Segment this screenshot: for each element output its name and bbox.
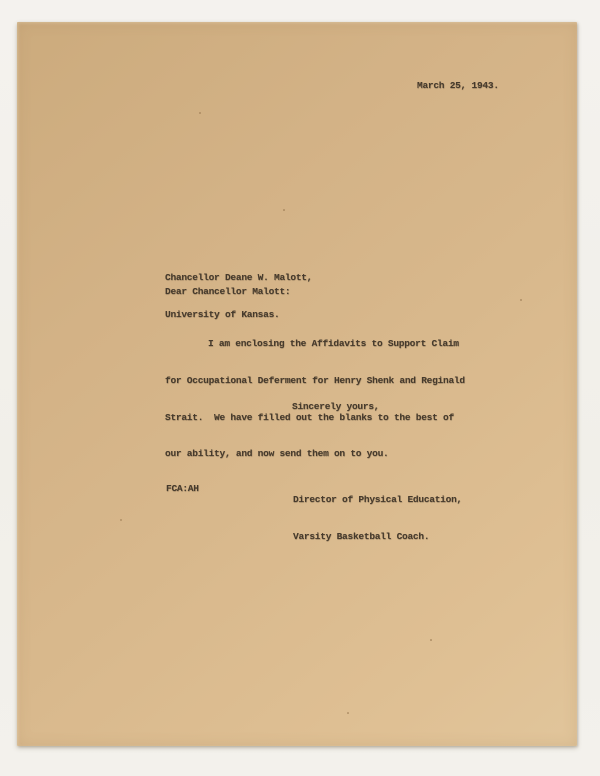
body-line: Strait. We have filled out the blanks to the best of	[165, 411, 454, 423]
paper-speck	[120, 519, 122, 521]
paper-speck	[430, 639, 432, 641]
paper-speck	[347, 712, 349, 714]
paper-speck	[199, 112, 201, 114]
paper-speck	[283, 209, 285, 211]
signature-title-line: Varsity Basketball Coach.	[293, 531, 430, 543]
recipient-line-name: Chancellor Deane W. Malott,	[165, 272, 313, 284]
body-line: our ability, and now send them on to you.	[165, 448, 389, 460]
closing-line: Sincerely yours,	[292, 401, 380, 412]
body-line: I am enclosing the Affidavits to Support Claim	[208, 338, 459, 350]
letter-body	[165, 314, 495, 485]
letter-paper	[17, 22, 577, 746]
paper-speck	[520, 299, 522, 301]
body-line: for Occupational Deferment for Henry Shenk and Reginald	[165, 375, 465, 387]
salutation: Dear Chancellor Malott:	[165, 286, 291, 297]
letter-date: March 25, 1943.	[417, 80, 499, 91]
recipient-line-institution: University of Kansas.	[165, 309, 280, 321]
signature-title-line: Director of Physical Education,	[293, 494, 462, 506]
signature-title-block	[293, 470, 462, 568]
typist-initials: FCA:AH	[166, 483, 199, 494]
